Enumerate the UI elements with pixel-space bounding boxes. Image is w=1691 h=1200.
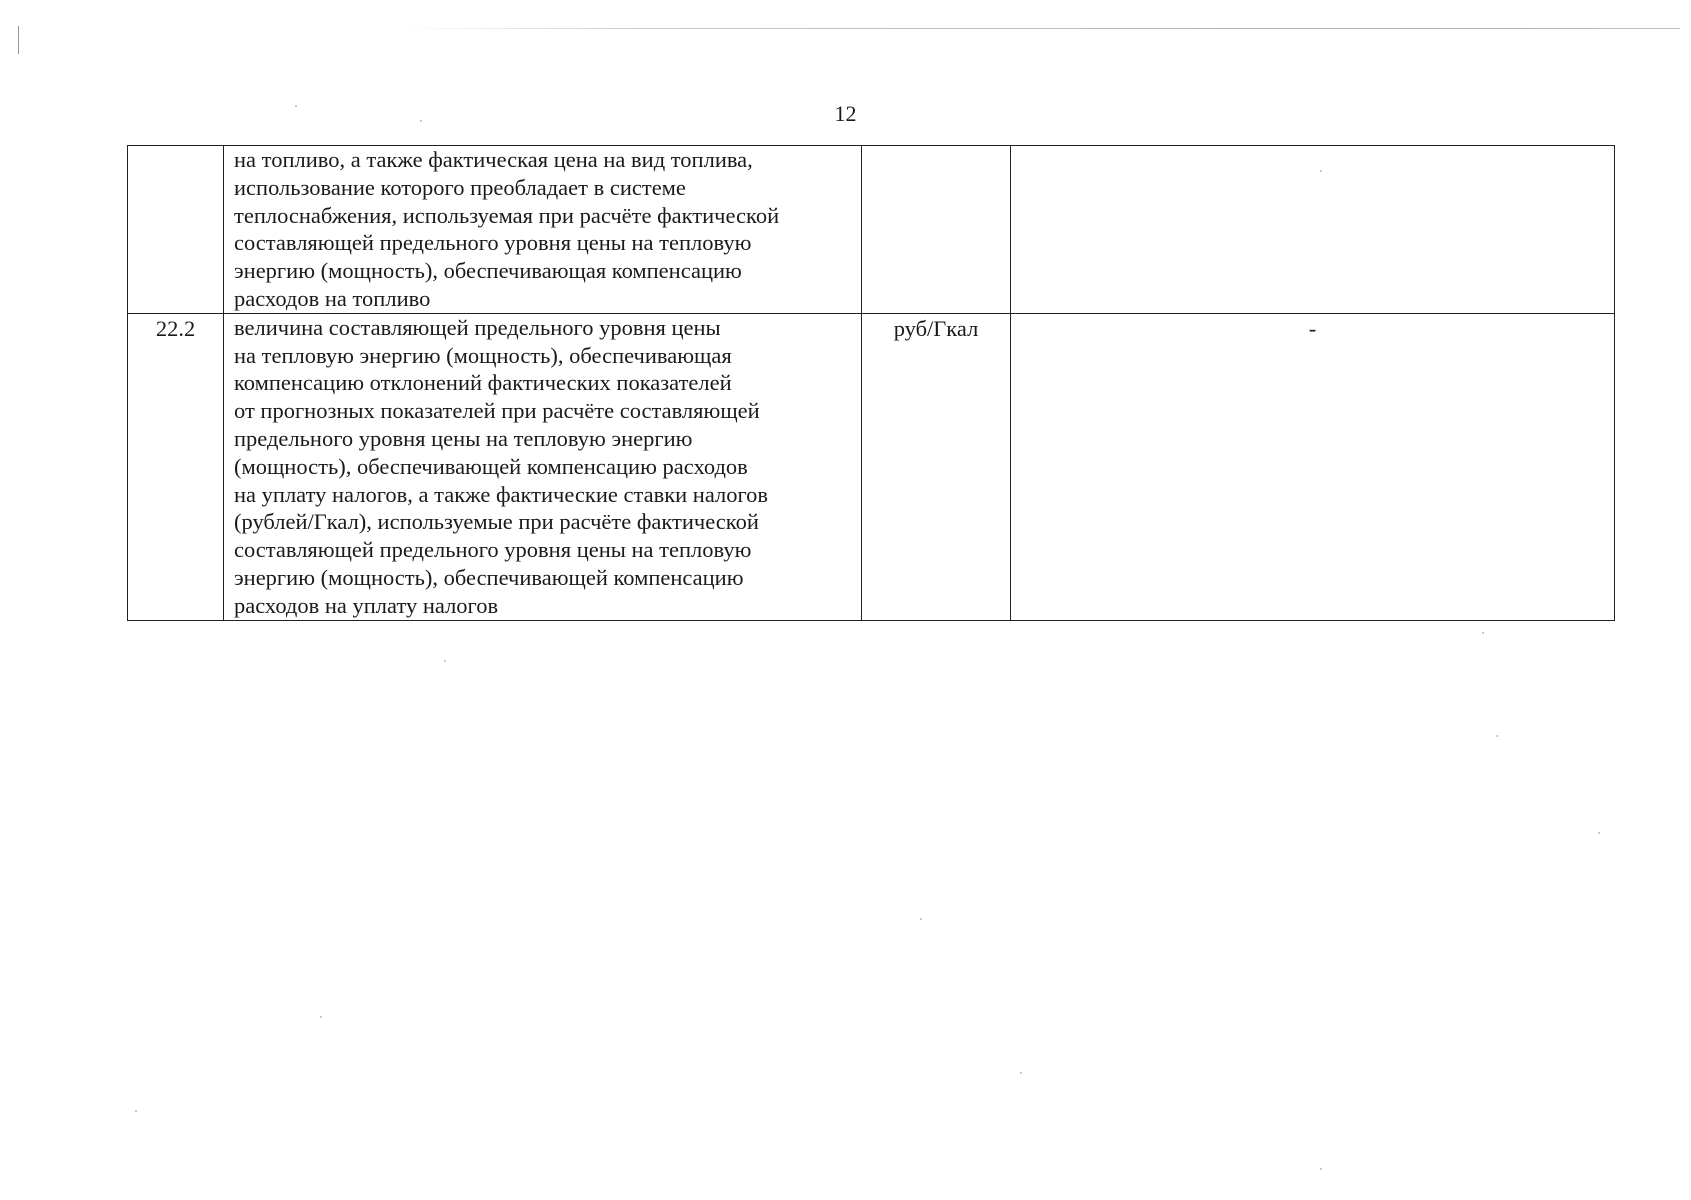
description-line: предельного уровня цены на тепловую энергию (234, 425, 693, 451)
description-line: составляющей предельного уровня цены на тепловую (234, 230, 752, 256)
description-line: на топливо, а также фактическая цена на вид топлива, (234, 147, 753, 172)
description-line: (рублей/Гкал), используемые при расчёте фактической (234, 509, 759, 535)
data-table (127, 145, 1615, 621)
table-row (128, 313, 1615, 620)
scan-speck (444, 660, 446, 662)
description-line: энергию (мощность), обеспечивающая компенсацию (234, 258, 742, 284)
description-line: на уплату налогов, а также фактические ставки налогов (234, 481, 769, 507)
table-row (128, 146, 1615, 314)
description-line: от прогнозных показателей при расчёте составляющей (234, 398, 760, 424)
row-number-cell (128, 146, 224, 314)
scan-speck (1320, 170, 1322, 172)
description-line: составляющей предельного уровня цены на тепловую (234, 537, 752, 563)
row-unit-cell: руб/Гкал (862, 313, 1011, 620)
scan-speck (1598, 832, 1600, 834)
row-number-cell: 22.2 (128, 313, 224, 620)
scan-speck (320, 1016, 322, 1018)
scan-speck (1496, 735, 1498, 737)
scan-top-line (400, 28, 1680, 29)
description-line: величина составляющей предельного уровня цены (234, 314, 721, 340)
scan-speck (1020, 1072, 1022, 1074)
description-line: использование которого преобладает в системе (234, 174, 686, 200)
description-line: теплоснабжения, используемая при расчёте фактической (234, 202, 780, 228)
description-line: расходов на топливо (234, 285, 431, 311)
scan-speck (420, 120, 422, 122)
row-value-cell (1011, 146, 1615, 314)
scan-speck (1482, 632, 1484, 634)
scan-speck (295, 105, 297, 107)
description-line: расходов на уплату налогов (234, 592, 499, 618)
scan-speck (920, 918, 922, 920)
page-number: 12 (834, 101, 857, 126)
scan-speck (135, 1110, 137, 1112)
row-description-cell (224, 146, 862, 314)
scan-speck (1320, 1168, 1322, 1170)
description-line: (мощность), обеспечивающей компенсацию расходов (234, 453, 748, 479)
description-line: на тепловую энергию (мощность), обеспечивающая (234, 342, 732, 368)
row-description-cell (224, 313, 862, 620)
description-line: компенсацию отклонений фактических показателей (234, 370, 732, 396)
row-value-cell: - (1011, 313, 1615, 620)
scan-edge-mark (18, 26, 19, 54)
row-unit-cell (862, 146, 1011, 314)
description-line: энергию (мощность), обеспечивающей компенсацию (234, 564, 744, 590)
